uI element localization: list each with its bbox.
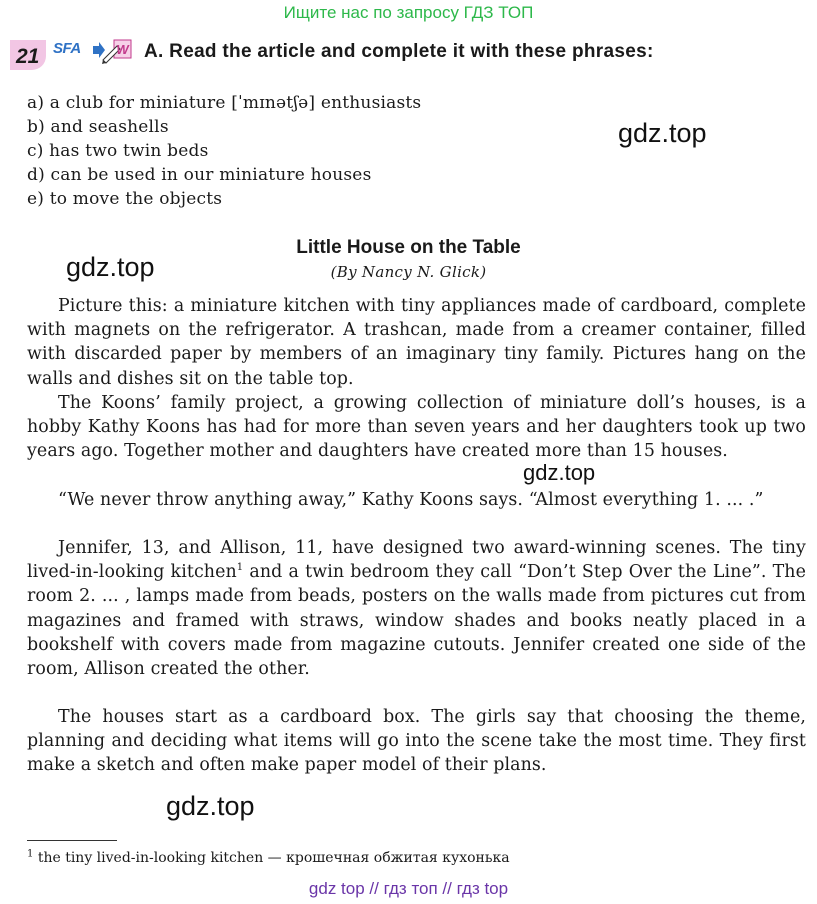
watermark: gdz.top bbox=[66, 252, 155, 282]
paragraph-4-end: and a twin bedroom they call “Don’t Step Over the Line”. The room 2. ... , lamps made from beads, posters on the walls made from pictures cut from magazines and framed with straws, window shades and books neatly placed in a bookshelf with covers made from magazine cutouts. Jennifer created one side of the room, Allison created the other. bbox=[27, 562, 806, 680]
paragraph-4-start: Jennifer, 13, and Allison, 11, have designed two award-winning scenes. The tiny lived-in-looking kitchen bbox=[27, 538, 806, 583]
footnote-divider bbox=[27, 840, 117, 841]
page-number: 21 bbox=[10, 40, 46, 70]
article-paragraph-3: “We never throw anything away,” Kathy Koons says. “Almost everything 1. ... .” bbox=[58, 490, 764, 510]
top-banner[interactable]: Ищите нас по запросу ГДЗ ТОП bbox=[283, 3, 534, 22]
watermark: gdz.top bbox=[618, 118, 707, 148]
footnote-text: the tiny lived-in-looking kitchen — крошечная обжитая кухонька bbox=[33, 850, 510, 866]
bottom-banner[interactable]: gdz top // гдз топ // гдз top bbox=[308, 879, 509, 898]
article-title: Little House on the Table bbox=[296, 237, 521, 258]
article-paragraph-5: The houses start as a cardboard box. The girls say that choosing the theme, planning and deciding what items will go into the scene take the most time. They first make a sketch and often make paper model of their plans. bbox=[27, 707, 806, 776]
option-a: a) a club for miniature [ˈmɪnətʃə] enthusiasts bbox=[27, 93, 422, 113]
article-paragraph-2: The Koons’ family project, a growing collection of miniature doll’s houses, is a hobby Kathy Koons has had for more than seven years and her daughters took up two years ago. Together mother and daughters have created more than 15 houses. bbox=[27, 393, 806, 462]
footnote-ref: 1 bbox=[236, 562, 244, 574]
article-paragraph-1: Picture this: a miniature kitchen with tiny appliances made of cardboard, complete with magnets on the refrigerator. A trashcan, made from a creamer container, filled with discarded paper by members of an imaginary tiny family. Pictures hang on the walls and dishes sit on the table top. bbox=[27, 296, 806, 389]
watermark: gdz.top bbox=[523, 460, 596, 485]
option-e: e) to move the objects bbox=[27, 189, 223, 209]
footnote-marker: 1 bbox=[27, 848, 34, 860]
option-d: d) can be used in our miniature houses bbox=[27, 165, 372, 185]
sfa-label: SFA bbox=[53, 40, 81, 57]
article-byline: (By Nancy N. Glick) bbox=[330, 263, 487, 281]
article-paragraph-4 bbox=[27, 536, 806, 681]
pencil-writing-icon bbox=[100, 38, 134, 68]
task-title: A. Read the article and complete it with these phrases: bbox=[144, 41, 654, 62]
option-c: c) has two twin beds bbox=[27, 141, 209, 161]
footnote bbox=[27, 850, 510, 866]
svg-text:W: W bbox=[116, 42, 129, 57]
watermark: gdz.top bbox=[166, 791, 255, 821]
option-b: b) and seashells bbox=[27, 117, 169, 137]
